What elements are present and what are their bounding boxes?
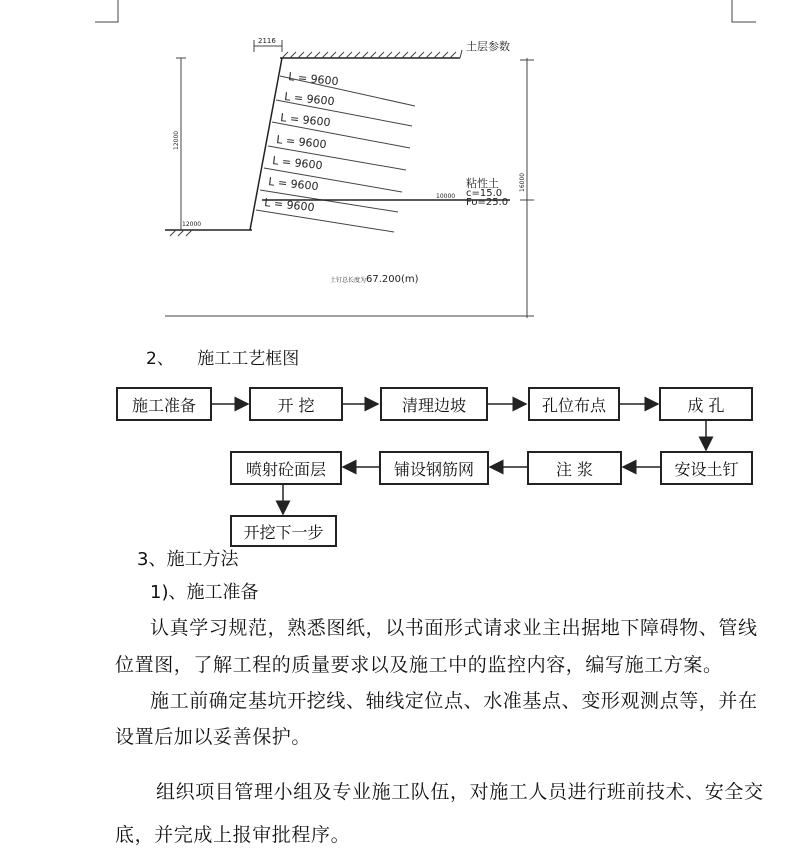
soil-param-label: 土层参数: [466, 40, 510, 53]
right-dimension: 16000: [519, 172, 526, 192]
flow-step-hole-layout: 孔位布点: [528, 387, 620, 421]
section-2-heading: [146, 344, 299, 369]
nail-label: L = 9600: [283, 90, 336, 109]
left-dimension: 12000: [173, 130, 180, 150]
nail-label: L = 9600: [287, 70, 340, 89]
subsection-1-heading: 1)、施工准备: [150, 582, 259, 603]
flow-step-drill-hole: 成 孔: [659, 387, 753, 421]
flow-step-next-excavation: 开挖下一步: [230, 515, 337, 547]
nail-label: L = 9600: [275, 133, 328, 152]
flow-step-excavate: 开 挖: [249, 387, 343, 421]
flow-step-shotcrete: 喷射砼面层: [230, 451, 342, 485]
paragraph-line: 底，并完成上报审批程序。: [115, 824, 351, 846]
mid-dimension: 10000: [436, 193, 456, 200]
cohesion-label: c=15.0: [466, 188, 503, 199]
nail-total-length-note: 土钉总长度为67.200(m): [330, 274, 419, 285]
soil-nail-section-drawing: [0, 0, 794, 330]
section-2-number: 2、: [146, 349, 174, 369]
flow-step-prepare: 施工准备: [116, 387, 212, 421]
nail-label: L = 9600: [279, 111, 332, 130]
paragraph-line: 位置图，了解工程的质量要求以及施工中的监控内容，编写施工方案。: [115, 654, 723, 676]
flow-step-install-nail: 安设土钉: [660, 451, 753, 485]
top-dimension: 2116: [258, 37, 276, 45]
nail-label: L = 9600: [263, 196, 316, 215]
flow-step-mesh: 铺设钢筋网: [379, 451, 489, 485]
friction-label: Fo=25.0: [466, 197, 509, 208]
nail-label: L = 9600: [267, 175, 320, 194]
flow-step-grouting: 注 浆: [527, 451, 622, 485]
section-3-heading: 3、施工方法: [137, 549, 239, 570]
paragraph-line: 组织项目管理小组及专业施工队伍，对施工人员进行班前技术、安全交: [156, 781, 764, 803]
nail-label: L = 9600: [271, 154, 324, 173]
section-2-title: 施工工艺框图: [197, 349, 300, 369]
paragraph-line: 认真学习规范，熟悉图纸，以书面形式请求业主出据地下障碍物、管线: [150, 617, 758, 639]
toe-dimension: 12000: [182, 221, 202, 228]
flow-step-clear-slope: 清理边坡: [380, 387, 488, 421]
paragraph-line: 施工前确定基坑开挖线、轴线定位点、水准基点、变形观测点等，并在: [150, 690, 758, 712]
soil-type-label: 粘性土: [466, 177, 499, 190]
paragraph-line: 设置后加以妥善保护。: [115, 726, 312, 748]
